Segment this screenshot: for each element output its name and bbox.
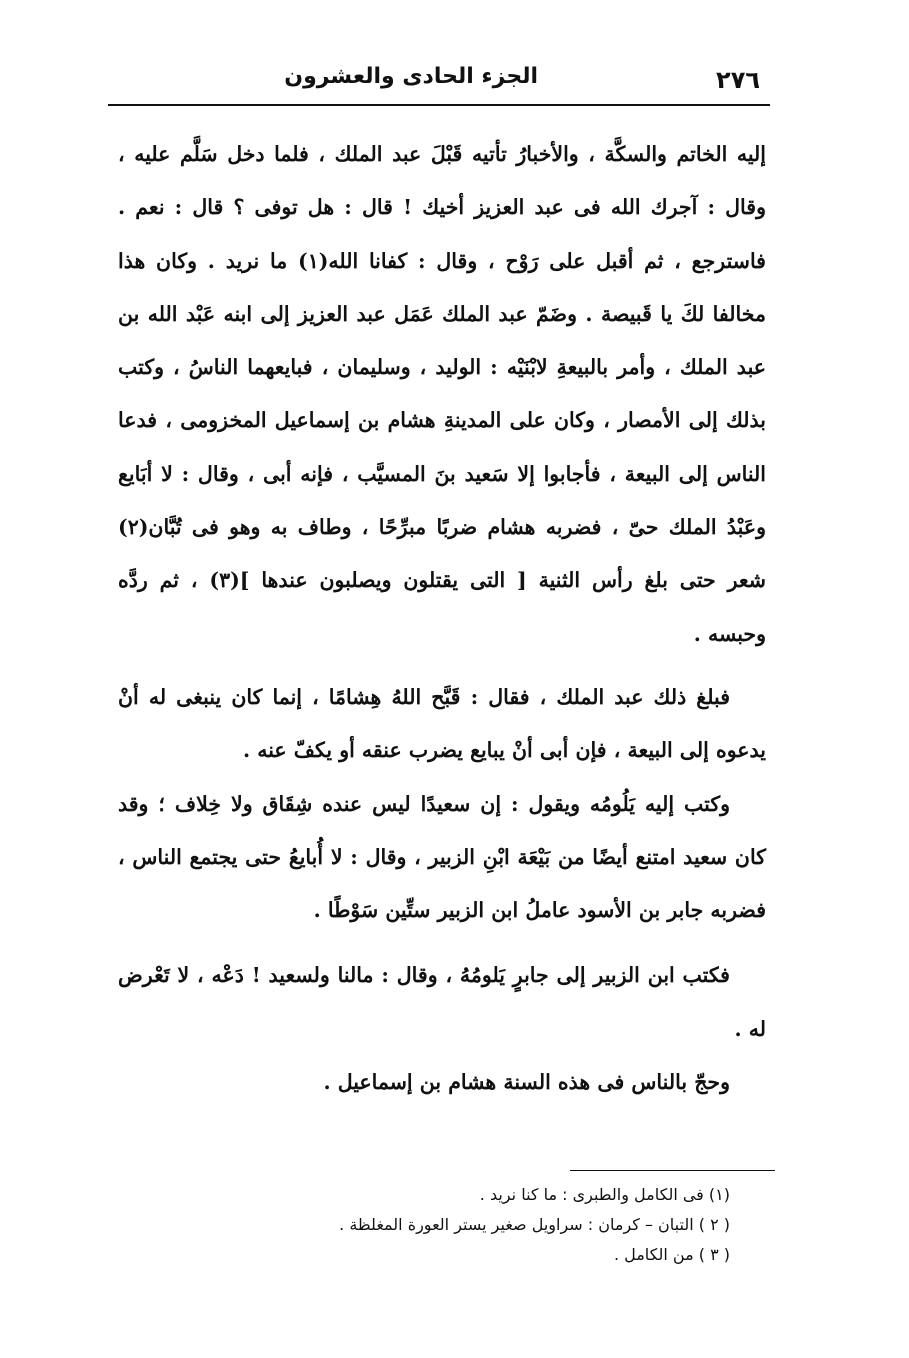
footnote-3: ( ٣ ) من الكامل . bbox=[613, 1245, 730, 1264]
main-text bbox=[118, 128, 766, 1109]
paragraph-1: إليه الخاتم والسكَّة ، والأخبارُ تأتيه قَبْلَ عبد الملك ، فلما دخل سَلَّم عليه ، وقال : آجرك الله فى عبد العزيز أخيك ! قال : هل توفى ؟ قال : نعم . فاسترجع ، ثم أقبل على رَوْح ، وقال : كفانا الله(١) ما نريد . وكان هذا مخالفا لكَ يا قَبيصة . وضَمّ عبد الملك عَمَل عبد العزيز إلى ابنه عَبْد الله بن عبد الملك ، وأمر بالبيعةِ لابْنَيْه : الوليد ، وسليمان ، فبايعهما الناسُ ، وكتب بذلك إلى الأمصار ، وكان على المدينةِ هشام بن إسماعيل المخزومى ، فدعا الناس إلى البيعة ، فأجابوا إلا سَعيد بنَ المسيَّب ، فإنه أبى ، وقال : لا أبَايع وعَبْدُ الملك حىّ ، فضربه هشام ضربًا مبرِّحًا ، وطاف به وهو فى تُبَّان(٢) شعر حتى بلغ رأس الثنية [ التى يقتلون ويصلبون عندها ](٣) ، ثم ردَّه وحبسه . bbox=[118, 142, 766, 646]
footnotes bbox=[230, 1180, 730, 1270]
paragraph-4: فكتب ابن الزبير إلى جابرٍ يَلومُهُ ، وقال : مالنا ولسعيد ! دَعْه ، لا تَعْرض له . bbox=[118, 963, 766, 1041]
footnote-rule bbox=[570, 1170, 775, 1171]
footnote-1: (١) فى الكامل والطبرى : ما كنا نريد . bbox=[479, 1185, 730, 1204]
paragraph-2: فبلغ ذلك عبد الملك ، فقال : قَبَّح اللهُ هِشامًا ، إنما كان ينبغى له أنْ يدعوه إلى البيعة ، فإن أبى أنْ يبايع يضرب عنقه أو يكفّ عنه . bbox=[118, 684, 766, 763]
header-rule bbox=[108, 104, 770, 106]
page-number: ٢٧٦ bbox=[716, 66, 760, 94]
paragraph-3: وكتب إليه يَلُومُه ويقول : إن سعيدًا ليس عنده شِقَاق ولا خِلاف ؛ وقد كان سعيد امتنع أيضًا من بَيْعَة ابْنِ الزبير ، وقال : لا أُبايعُ حتى يجتمع الناس ، فضربه جابر بن الأسود عاملُ ابن الزبير ستِّين سَوْطًا . bbox=[118, 791, 766, 923]
paragraph-5: وحجّ بالناس فى هذه السنة هشام بن إسماعيل . bbox=[323, 1070, 730, 1095]
footnote-2: ( ٢ ) التبان – كرمان : سراويل صغير يستر العورة المغلظة . bbox=[339, 1215, 730, 1234]
page-header bbox=[108, 58, 770, 102]
running-head: الجزء الحادى والعشرون bbox=[284, 64, 538, 89]
